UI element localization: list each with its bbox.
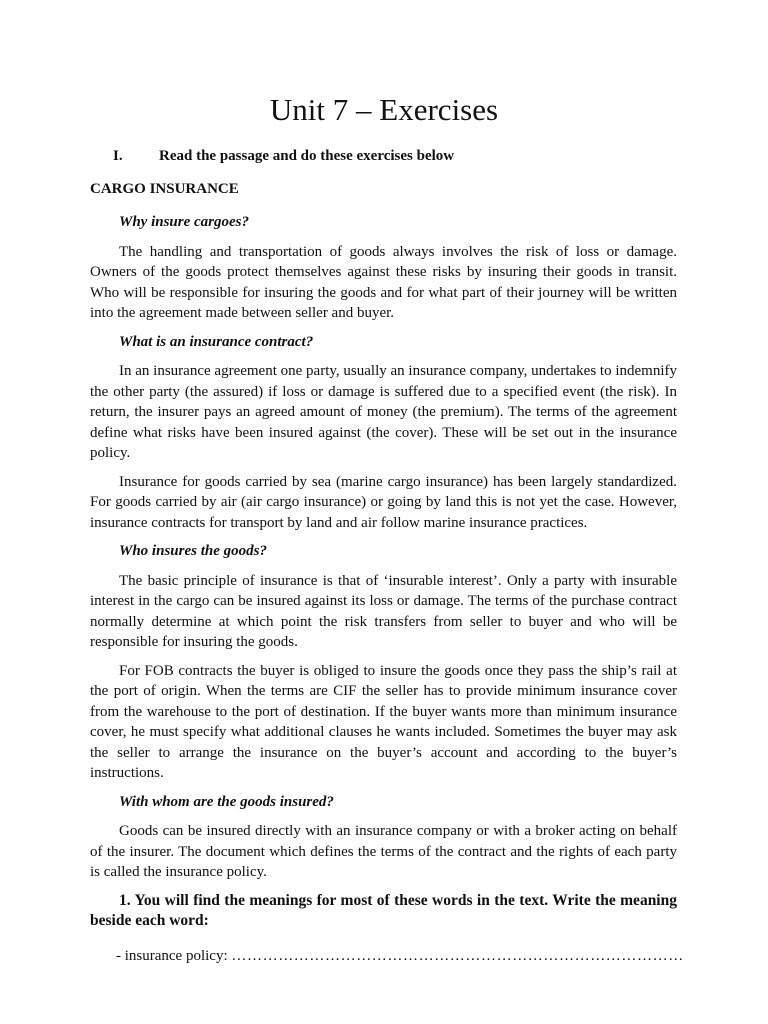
answer-item-insurance-policy[interactable] bbox=[116, 946, 684, 967]
section-heading bbox=[113, 146, 713, 166]
subheading-with-whom: With whom are the goods insured? bbox=[119, 793, 334, 810]
paragraph-6: Goods can be insured directly with an insurance company or with a broker acting on behalf of the insurer. The document which defines the terms of the contract and the rights of each party is called the insurance policy. bbox=[90, 823, 677, 880]
answer-blank[interactable]: …………………………………………………………………………… bbox=[231, 947, 684, 964]
subheading-insurance-contract: What is an insurance contract? bbox=[119, 333, 314, 350]
subheading-who-insures: Who insures the goods? bbox=[119, 543, 267, 559]
section-number: I. bbox=[113, 148, 123, 164]
topic-heading: CARGO INSURANCE bbox=[90, 181, 239, 197]
passage bbox=[90, 212, 684, 966]
paragraph-4: The basic principle of insurance is that of ‘insurable interest’. Only a party with insurable interest in the cargo can be insured against its loss or damage. The terms of the purchase contract normally determine at which point the risk transfers from seller to buyer and who will be responsible for insuring the goods. bbox=[90, 572, 677, 650]
section-instruction: Read the passage and do these exercises below bbox=[159, 148, 455, 164]
answer-item-label: - insurance policy: bbox=[116, 947, 232, 964]
exercise-instruction: 1. You will find the meanings for most of these words in the text. Write the meaning beside each word: bbox=[90, 891, 677, 929]
paragraph-5: For FOB contracts the buyer is obliged to insure the goods once they pass the ship’s rail at the port of origin. When the terms are CIF the seller has to provide minimum insurance cover from the warehouse to the port of destination. If the buyer wants more than minimum insurance cover, he must specify what additional clauses he wants included. Sometimes the buyer may ask the seller to arrange the insurance on the buyer’s account and according to the buyer’s instructions. bbox=[90, 662, 677, 781]
page-title: Unit 7 – Exercises bbox=[269, 92, 499, 127]
paragraph-3: Insurance for goods carried by sea (marine cargo insurance) has been largely standardized. For goods carried by air (air cargo insurance) or going by land this is not yet the case. However, insurance contracts for transport by land and air follow marine insurance practices. bbox=[90, 473, 677, 531]
subheading-why-insure: Why insure cargoes? bbox=[119, 214, 250, 230]
paragraph-2: In an insurance agreement one party, usually an insurance company, undertakes to indemnify the other party (the assured) if loss or damage is suffered due to a specified event (the risk). In return, the insurer pays an agreed amount of money (the premium). The terms of the agreement define what risks have been insured against (the cover). These will be set out in the insurance policy. bbox=[90, 363, 677, 461]
paragraph-1: The handling and transportation of goods always involves the risk of loss or damage. Owners of the goods protect themselves against these risks by insuring their goods in transit. Who will be responsible for insuring the goods and for what part of their journey will be written into the agreement made between seller and buyer. bbox=[90, 243, 677, 321]
